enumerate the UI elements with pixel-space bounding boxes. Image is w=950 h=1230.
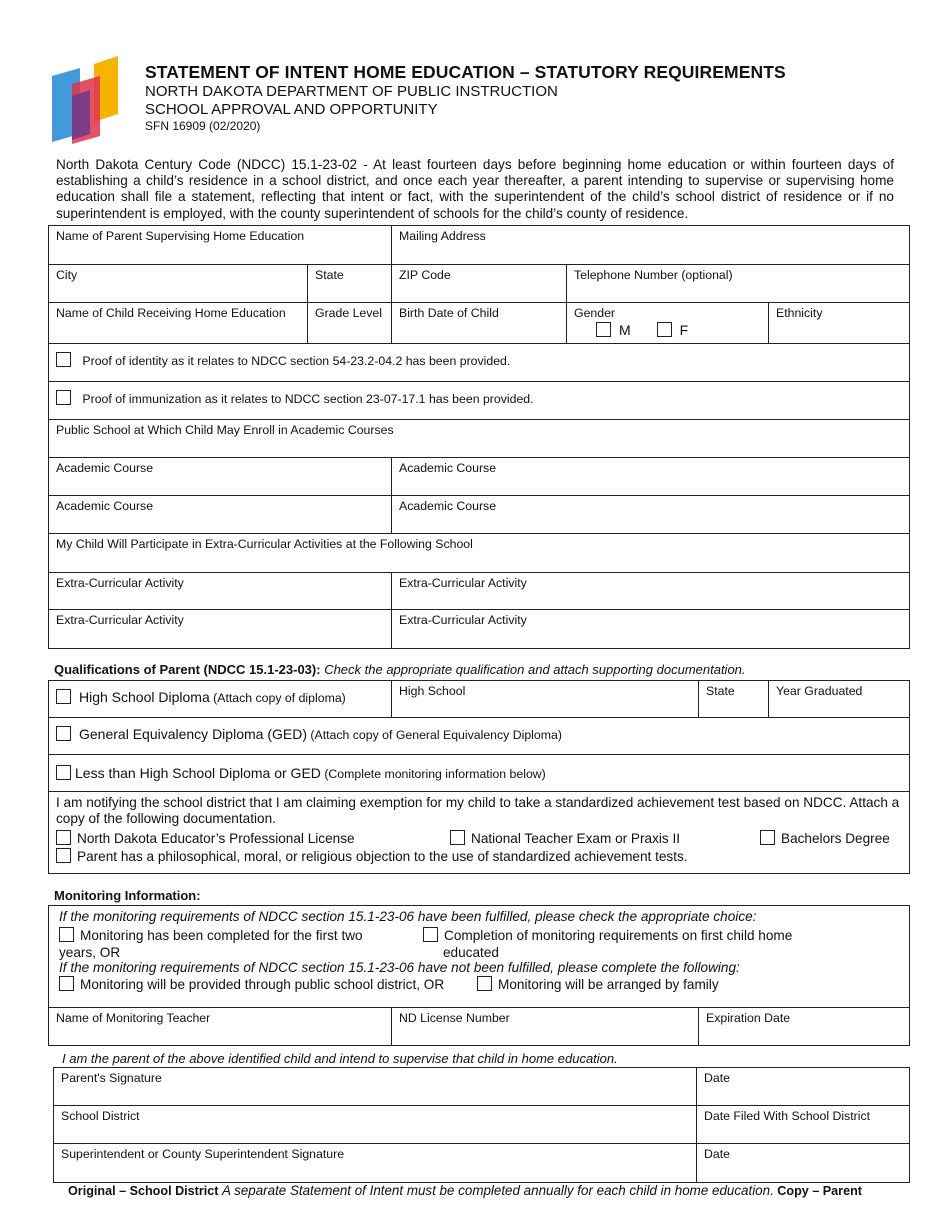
first-two-years-label-2: years, OR	[59, 945, 121, 960]
high-school-field[interactable]	[392, 681, 699, 718]
footer-copy: Copy – Parent	[777, 1184, 862, 1198]
academic-course-3[interactable]	[49, 496, 392, 534]
nd-license-field[interactable]	[392, 1008, 699, 1046]
mailing-address-label: Mailing Address	[399, 229, 486, 243]
public-school-label: Public School at Which Child May Enroll in Academic Courses	[56, 423, 394, 437]
superintendent-signature-field[interactable]	[54, 1144, 697, 1183]
qualifications-heading-bold: Qualifications of Parent (NDCC 15.1-23-03):	[54, 662, 321, 677]
grade-field[interactable]	[308, 303, 392, 344]
superintendent-signature-label: Superintendent or County Superintendent Signature	[61, 1147, 345, 1161]
qualifications-heading-note: Check the appropriate qualification and attach supporting documentation.	[324, 662, 746, 677]
objection-label: Parent has a philosophical, moral, or religious objection to the use of standardized achievement tests.	[77, 849, 688, 864]
proof-immunization-label: Proof of immunization as it relates to NDCC section 23-07-17.1 has been provided.	[82, 392, 534, 406]
monitoring-options	[49, 906, 910, 1008]
school-district-field[interactable]	[54, 1106, 697, 1144]
by-family-label: Monitoring will be arranged by family	[498, 977, 719, 992]
not-fulfilled-text: If the monitoring requirements of NDCC section 15.1-23-06 have not been fulfilled, please complete the following:	[59, 960, 740, 975]
monitoring-table	[48, 905, 910, 1046]
parent-signature-field[interactable]	[54, 1068, 697, 1106]
proof-identity-checkbox[interactable]	[56, 352, 71, 367]
extra-activity-2[interactable]	[392, 573, 910, 610]
parent-signature-label: Parent's Signature	[61, 1071, 162, 1085]
hs-diploma-note: (Attach copy of diploma)	[213, 691, 346, 705]
zip-field[interactable]	[392, 265, 567, 303]
form-number: SFN 16909 (02/2020)	[145, 119, 261, 133]
completion-label: Completion of monitoring requirements on first child home	[444, 928, 793, 943]
state-label: State	[315, 268, 344, 282]
gender-m-checkbox[interactable]	[596, 322, 611, 337]
license-checkbox[interactable]	[56, 830, 71, 845]
ged-checkbox[interactable]	[56, 726, 71, 741]
grade-label: Grade Level	[315, 306, 382, 320]
child-name-field[interactable]	[49, 303, 308, 344]
academic-course-label: Academic Course	[56, 499, 154, 513]
ethnicity-field[interactable]	[769, 303, 910, 344]
extra-activity-label: Extra-Curricular Activity	[399, 576, 527, 590]
bachelors-label: Bachelors Degree	[781, 831, 890, 846]
by-family-checkbox[interactable]	[477, 976, 492, 991]
hs-diploma-label: High School Diploma	[79, 689, 210, 705]
mailing-address-field[interactable]	[392, 226, 910, 265]
birth-date-field[interactable]	[392, 303, 567, 344]
ndpi-logo	[50, 54, 122, 144]
academic-course-2[interactable]	[392, 458, 910, 496]
parent-name-field[interactable]	[49, 226, 392, 265]
superintendent-date-field[interactable]	[697, 1144, 910, 1183]
less-than-checkbox[interactable]	[56, 765, 71, 780]
academic-course-label: Academic Course	[399, 461, 497, 475]
extra-school-field[interactable]	[49, 534, 910, 573]
footer-note: A separate Statement of Intent must be completed annually for each child in home education.	[221, 1183, 774, 1198]
proof-identity-label: Proof of identity as it relates to NDCC section 54-23.2-04.2 has been provided.	[82, 354, 511, 368]
proof-immunization-row	[49, 382, 910, 420]
monitoring-heading: Monitoring Information:	[54, 888, 201, 903]
child-name-label: Name of Child Receiving Home Education	[56, 306, 286, 320]
year-graduated-field[interactable]	[769, 681, 910, 718]
info-table	[48, 225, 910, 649]
academic-course-1[interactable]	[49, 458, 392, 496]
hs-state-field[interactable]	[699, 681, 769, 718]
gender-label: Gender	[574, 306, 616, 320]
extra-activity-label: Extra-Curricular Activity	[56, 613, 184, 627]
city-field[interactable]	[49, 265, 308, 303]
extra-activity-label: Extra-Curricular Activity	[399, 613, 527, 627]
academic-course-label: Academic Course	[56, 461, 154, 475]
completion-checkbox[interactable]	[423, 927, 438, 942]
monitoring-teacher-field[interactable]	[49, 1008, 392, 1046]
extra-activity-1[interactable]	[49, 573, 392, 610]
first-two-years-checkbox[interactable]	[59, 927, 74, 942]
ethnicity-label: Ethnicity	[776, 306, 823, 320]
hs-diploma-checkbox[interactable]	[56, 689, 71, 704]
parent-date-label: Date	[704, 1071, 730, 1085]
office: SCHOOL APPROVAL AND OPPORTUNITY	[145, 101, 438, 118]
gender-field	[567, 303, 769, 344]
praxis-checkbox[interactable]	[450, 830, 465, 845]
monitoring-teacher-label: Name of Monitoring Teacher	[56, 1011, 211, 1025]
bachelors-checkbox[interactable]	[760, 830, 775, 845]
expiration-label: Expiration Date	[706, 1011, 791, 1025]
less-than-row	[49, 755, 910, 792]
gender-m-label: M	[619, 322, 631, 338]
fulfilled-text: If the monitoring requirements of NDCC section 15.1-23-06 have been fulfilled, please check the appropriate choice:	[59, 909, 757, 924]
zip-label: ZIP Code	[399, 268, 451, 282]
date-filed-label: Date Filed With School District	[704, 1109, 871, 1123]
city-label: City	[56, 268, 78, 282]
footer	[68, 1183, 862, 1198]
praxis-label: National Teacher Exam or Praxis II	[471, 831, 681, 846]
parent-date-field[interactable]	[697, 1068, 910, 1106]
extra-school-label: My Child Will Participate in Extra-Curricular Activities at the Following School	[56, 537, 473, 551]
department: NORTH DAKOTA DEPARTMENT OF PUBLIC INSTRUCTION	[145, 83, 558, 100]
ged-row	[49, 718, 910, 755]
form-title: STATEMENT OF INTENT HOME EDUCATION – STATUTORY REQUIREMENTS	[145, 62, 786, 82]
academic-course-4[interactable]	[392, 496, 910, 534]
license-label: North Dakota Educator’s Professional License	[77, 831, 355, 846]
hs-diploma-row	[49, 681, 392, 718]
academic-course-label: Academic Course	[399, 499, 497, 513]
intro-paragraph: North Dakota Century Code (NDCC) 15.1-23-02 - At least fourteen days before beginning home education or within fourteen days of establishing a child’s residence in a school district, and once each year thereafter, a parent intending to supervise or supervising home education shall file a statement, reflecting that intent or fact, with the superintendent of the child’s school district of residence or if no superintendent is employed, with the county superintendent of schools for the child’s county of residence.	[56, 157, 894, 221]
qualifications-heading	[54, 662, 746, 677]
public-school-field[interactable]	[49, 420, 910, 458]
footer-original: Original – School District	[68, 1184, 219, 1198]
intent-statement: I am the parent of the above identified child and intend to supervise that child in home education.	[62, 1051, 618, 1066]
exemption-text: I am notifying the school district that I am claiming exemption for my child to take a standardized achievement test based on NDCC. Attach a copy of the following documentation.	[56, 795, 900, 826]
objection-checkbox[interactable]	[56, 848, 71, 863]
year-graduated-label: Year Graduated	[776, 684, 863, 698]
high-school-label: High School	[399, 684, 466, 698]
qualifications-table	[48, 680, 910, 874]
signature-table	[53, 1067, 910, 1183]
ged-note: (Attach copy of General Equivalency Diploma)	[310, 728, 562, 742]
gender-f-label: F	[679, 322, 689, 338]
expiration-field[interactable]	[699, 1008, 910, 1046]
proof-immunization-checkbox[interactable]	[56, 390, 71, 405]
extra-activity-3[interactable]	[49, 610, 392, 649]
less-than-label: Less than High School Diploma or GED	[75, 765, 321, 781]
public-district-checkbox[interactable]	[59, 976, 74, 991]
date-filed-field[interactable]	[697, 1106, 910, 1144]
phone-label: Telephone Number (optional)	[574, 268, 733, 282]
superintendent-date-label: Date	[704, 1147, 730, 1161]
state-field[interactable]	[308, 265, 392, 303]
exemption-row	[49, 792, 910, 874]
gender-f-checkbox[interactable]	[657, 322, 672, 337]
less-than-note: (Complete monitoring information below)	[324, 767, 546, 781]
completion-label-2: educated	[443, 945, 499, 960]
extra-activity-4[interactable]	[392, 610, 910, 649]
hs-state-label: State	[706, 684, 735, 698]
proof-identity-row	[49, 344, 910, 382]
nd-license-label: ND License Number	[399, 1011, 510, 1025]
school-district-label: School District	[61, 1109, 140, 1123]
ged-label: General Equivalency Diploma (GED)	[79, 726, 307, 742]
public-district-label: Monitoring will be provided through public school district, OR	[80, 977, 445, 992]
birth-date-label: Birth Date of Child	[399, 306, 499, 320]
extra-activity-label: Extra-Curricular Activity	[56, 576, 184, 590]
first-two-years-label: Monitoring has been completed for the first two	[80, 928, 363, 943]
phone-field[interactable]	[567, 265, 910, 303]
parent-name-label: Name of Parent Supervising Home Education	[56, 229, 305, 243]
